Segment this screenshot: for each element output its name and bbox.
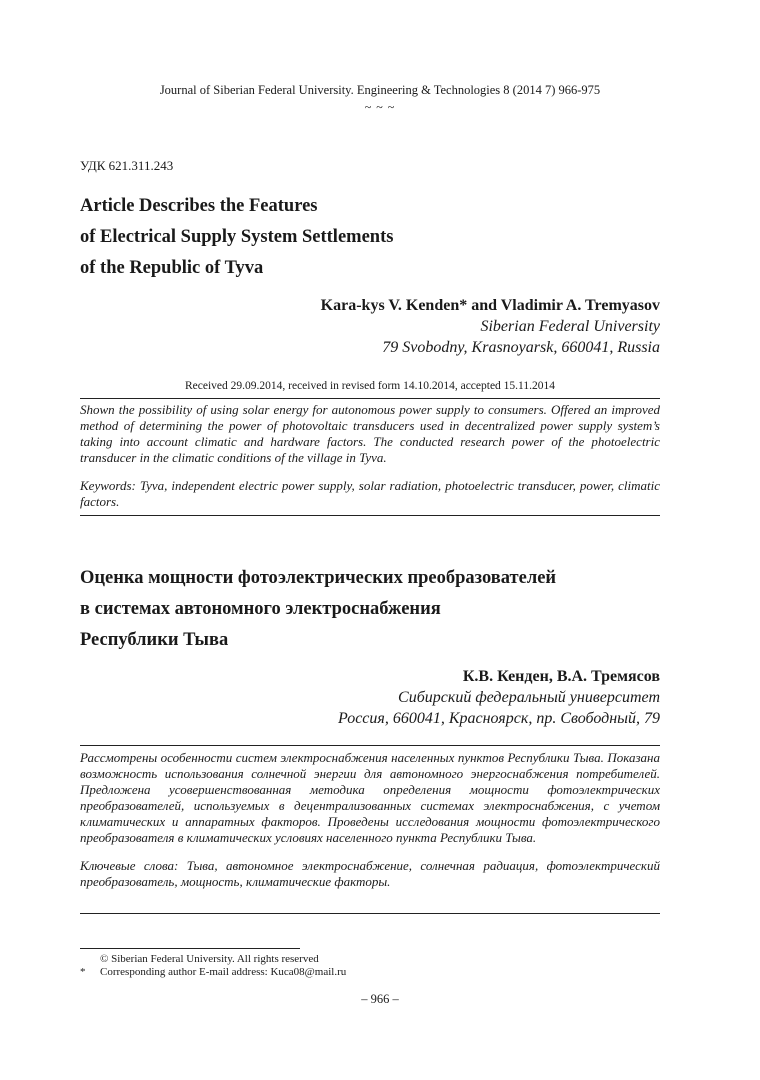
corresponding-author-text: Corresponding author E-mail address: Kuca08@mail.ru: [100, 966, 347, 978]
russian-title-line: Оценка мощности фотоэлектрических преобразователей: [80, 568, 557, 588]
footnote-copyright: [80, 953, 319, 966]
english-title: [80, 191, 393, 284]
russian-author-block: [338, 666, 660, 729]
footnote-rule: [80, 948, 300, 949]
english-author-block: [321, 295, 660, 358]
russian-authors: К.В. Кенден, В.А. Тремясов: [462, 668, 660, 685]
russian-abstract: Рассмотрены особенности систем электроснабжения населенных пунктов Республики Тыва. Показана возможность использования солнечной энергии для автономного энергоснабжения потребителей. Предложена усовершенствованная методика определения мощности фотоэлектрических преобразователей, используемых в децентрализованных системах электроснабжения, с учетом климатических и аппаратных факторов. Проведены исследования мощности фотоэлектрического преобразователя в климатических условиях населенного пункта Республики Тыва.: [80, 750, 660, 845]
copyright-text: © Siberian Federal University. All rights reserved: [100, 953, 319, 965]
footnote-corresponding: [80, 966, 346, 979]
page-number: – 966 –: [361, 992, 399, 1006]
footnote-mark: *: [80, 966, 86, 978]
udk-code: УДК 621.311.243: [80, 158, 174, 173]
english-abstract-block: [80, 402, 660, 510]
russian-address: Россия, 660041, Красноярск, пр. Свободный, 79: [338, 710, 660, 727]
russian-keywords: Ключевые слова: Тыва, автономное электроснабжение, солнечная радиация, фотоэлектрический преобразователь, мощность, климатические факторы.: [80, 858, 660, 889]
journal-header: Journal of Siberian Federal University. Engineering & Technologies 8 (2014 7) 966-975: [159, 83, 601, 97]
header-ornament: ~ ~ ~: [364, 100, 396, 114]
english-title-line: Article Describes the Features: [80, 196, 318, 216]
received-dates: Received 29.09.2014, received in revised form 14.10.2014, accepted 15.11.2014: [184, 380, 556, 392]
english-abstract: Shown the possibility of using solar energy for autonomous power supply to consumers. Offered an improved method of determining the power of photovoltaic transducers used in decentralized power supply system’s taking into account climatic and hardware factors. The conducted research power of the photoelectric transducer in the climatic conditions of the village in Tyva.: [80, 402, 660, 465]
english-authors: Kara-kys V. Kenden* and Vladimir A. Tremyasov: [320, 297, 660, 314]
english-affiliation: Siberian Federal University: [480, 318, 660, 335]
russian-title: [80, 563, 556, 656]
russian-affiliation: Сибирский федеральный университет: [398, 689, 660, 706]
english-title-line: of the Republic of Tyva: [80, 258, 264, 278]
english-address: 79 Svobodny, Krasnoyarsk, 660041, Russia: [382, 339, 660, 356]
russian-abstract-bottom-rule: [80, 913, 660, 914]
russian-title-line: Республики Тыва: [80, 630, 229, 650]
russian-title-line: в системах автономного электроснабжения: [80, 599, 441, 619]
english-title-line: of Electrical Supply System Settlements: [80, 227, 394, 247]
english-abstract-bottom-rule: [80, 515, 660, 516]
english-keywords: Keywords: Tyva, independent electric power supply, solar radiation, photoelectric transducer, power, climatic factors.: [80, 478, 660, 509]
russian-abstract-block: [80, 750, 660, 890]
russian-abstract-top-rule: [80, 745, 660, 746]
english-abstract-top-rule: [80, 398, 660, 399]
